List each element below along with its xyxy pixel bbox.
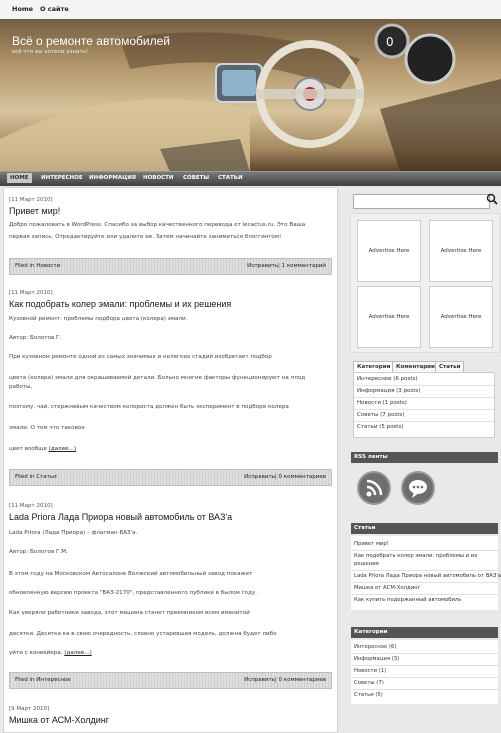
header-banner: [0, 19, 501, 172]
post-edit-comments[interactable]: Исправить| 0 комментариев: [244, 474, 326, 480]
post-text: Добро пожаловать в WordPress. Спасибо за выбор качественного перевода от lecactus.ru. Это Ваша: [9, 222, 306, 228]
post-text: работы,: [9, 384, 33, 390]
category-link[interactable]: Информация (3 posts): [357, 388, 421, 394]
post-edit-comments[interactable]: Исправить| 1 комментарий: [247, 263, 326, 269]
divider: [351, 582, 498, 583]
category-link[interactable]: Советы (7): [354, 680, 384, 686]
nav-tips[interactable]: СОВЕТЫ: [183, 175, 210, 181]
divider: [354, 421, 494, 422]
ad-slot[interactable]: Advertise Here: [357, 286, 421, 348]
content-area: [3, 187, 338, 733]
post-title[interactable]: Привет мир!: [9, 206, 61, 216]
post-text: десятки. Десятка ка в свою очередность, словно устаревшая модель, должна будет либо: [9, 631, 277, 637]
site-title[interactable]: Всё о ремонте автомобилей: [12, 34, 170, 48]
category-link[interactable]: Статьи (5): [354, 692, 383, 698]
post-text: Как уверяли работники завода, этот машина станет преемником всем именитой: [9, 610, 250, 616]
post-edit-comments[interactable]: Исправить| 0 комментариев: [244, 677, 326, 683]
post-text: [9, 649, 327, 657]
post-date: [11 Март 2010]: [9, 503, 53, 509]
post-text: В этом году на Московском Автосалоне Волжский автомобильный завод покажет: [9, 571, 253, 577]
post-text: Lada Priora (Лада Приора) – флагман ВАЗ'а.: [9, 530, 138, 536]
svg-text:0: 0: [386, 35, 394, 49]
ad-slot[interactable]: Advertise Here: [429, 220, 493, 282]
rss-feed-icon[interactable]: [357, 471, 391, 505]
divider: [351, 665, 498, 666]
top-nav-home[interactable]: Home: [12, 5, 34, 13]
post-text: эмали. О том что таковое: [9, 425, 85, 431]
divider: [351, 594, 498, 595]
category-link[interactable]: Советы (7 posts): [357, 412, 405, 418]
category-link[interactable]: Интересное (6): [354, 644, 397, 650]
post-text-tail: цвет вообще: [9, 446, 47, 452]
category-link[interactable]: Интересное (6 posts): [357, 376, 418, 382]
nav-home[interactable]: HOME: [7, 173, 32, 183]
post-category[interactable]: Filed in Интересное: [15, 677, 71, 683]
articles-list: [351, 536, 501, 610]
post-title[interactable]: Lada Priora Лада Приора новый автомобиль от ВАЗ'а: [9, 512, 233, 522]
post-text: первая запись. Отредактируйте или удалите ее. Затем начинайте заниматься блоггингом!: [9, 234, 282, 240]
articles-widget-title: Статьи: [351, 523, 498, 534]
tab-categories[interactable]: Категории: [353, 361, 394, 373]
divider: [354, 409, 494, 410]
top-nav: [0, 0, 501, 20]
post-title[interactable]: Мишка от АСМ-Холдинг: [9, 715, 110, 725]
divider: [351, 689, 498, 690]
categories-widget-title: Категории: [351, 627, 498, 638]
nav-information[interactable]: ИНФОРМАЦИЯ: [89, 175, 137, 181]
read-more-link[interactable]: (далее...): [64, 650, 92, 656]
search-icon[interactable]: [486, 193, 498, 205]
divider: [354, 397, 494, 398]
post-text: обновленную версию проекта "ВАЗ-2170", представленного публике в былом году.: [9, 590, 257, 596]
article-link[interactable]: Как купить подержанный автомобиль: [354, 597, 462, 603]
sidebar: [346, 187, 501, 731]
post-date: [9 Март 2010]: [9, 706, 50, 712]
ad-slot[interactable]: Advertise Here: [357, 220, 421, 282]
site-subtitle: всё что вы хотели узнать!: [12, 49, 89, 55]
post-title[interactable]: Как подобрать колер эмали: проблемы и их решения: [9, 299, 232, 309]
rss-widget: [351, 466, 498, 508]
divider: [354, 385, 494, 386]
post-footer: [9, 469, 332, 486]
post-text-tail: уйти с конвейера,: [9, 650, 63, 656]
rss-widget-title: RSS ленты: [351, 452, 498, 463]
post-date: [11 Март 2010]: [9, 197, 53, 203]
tab-articles[interactable]: Статьи: [435, 361, 464, 373]
category-link[interactable]: Новости (1 posts): [357, 400, 407, 406]
search-input[interactable]: [353, 194, 490, 209]
nav-interesting[interactable]: ИНТЕРЕСНОЕ: [41, 175, 83, 181]
post-text: цвета (колера) эмали для окрашиваемой детали. Больно многие факторы функционируют на плод: [9, 375, 306, 381]
article-link[interactable]: Как подобрать колер эмали: проблемы и их: [354, 553, 478, 559]
divider: [351, 570, 498, 571]
ad-grid: [350, 213, 500, 353]
category-link[interactable]: Статьи (5 posts): [357, 424, 404, 430]
post-text: [9, 445, 327, 453]
nav-articles[interactable]: СТАТЬИ: [218, 175, 243, 181]
nav-news[interactable]: НОВОСТИ: [143, 175, 174, 181]
article-link[interactable]: Привет мир!: [354, 541, 389, 547]
post-category[interactable]: Filed in Статьи: [15, 474, 57, 480]
main-nav: [0, 171, 501, 186]
category-link[interactable]: Новости (1): [354, 668, 387, 674]
category-link[interactable]: Информация (3): [354, 656, 400, 662]
post-text: Автор: Болотов Г.: [9, 335, 62, 341]
tab-panel-categories: [353, 372, 495, 438]
post-footer: [9, 258, 332, 275]
ad-slot[interactable]: Advertise Here: [429, 286, 493, 348]
post-text: поэтому, чай, стержневым качеством колориста должен быть эксперимент в подборе колера: [9, 404, 289, 410]
categories-list: [351, 640, 498, 704]
post-text: Автор: Болотов Г.М.: [9, 549, 68, 555]
read-more-link[interactable]: (далее...): [48, 446, 77, 452]
post-category[interactable]: Filed in Новости: [15, 263, 61, 269]
tab-comments[interactable]: Коментарии: [392, 361, 439, 373]
divider: [351, 550, 498, 551]
article-link[interactable]: Мишка от АСМ-Холдинг: [354, 585, 421, 591]
article-link[interactable]: Lada Priora Лада Приора новый автомобиль от ВАЗ'а: [354, 573, 501, 579]
divider: [351, 653, 498, 654]
post-text: При кузовном ремонте одной из самых значимых и нелегких стадий изобретает подбор: [9, 354, 272, 360]
post-date: [11 Март 2010]: [9, 290, 53, 296]
article-link[interactable]: решения: [354, 561, 379, 567]
post-footer: [9, 672, 332, 689]
divider: [351, 677, 498, 678]
comments-feed-icon[interactable]: [401, 471, 435, 505]
top-nav-about[interactable]: О сайте: [40, 5, 69, 13]
post-text: Кузовной ремонт: проблемы подбора цвета (колера) эмали.: [9, 316, 188, 322]
